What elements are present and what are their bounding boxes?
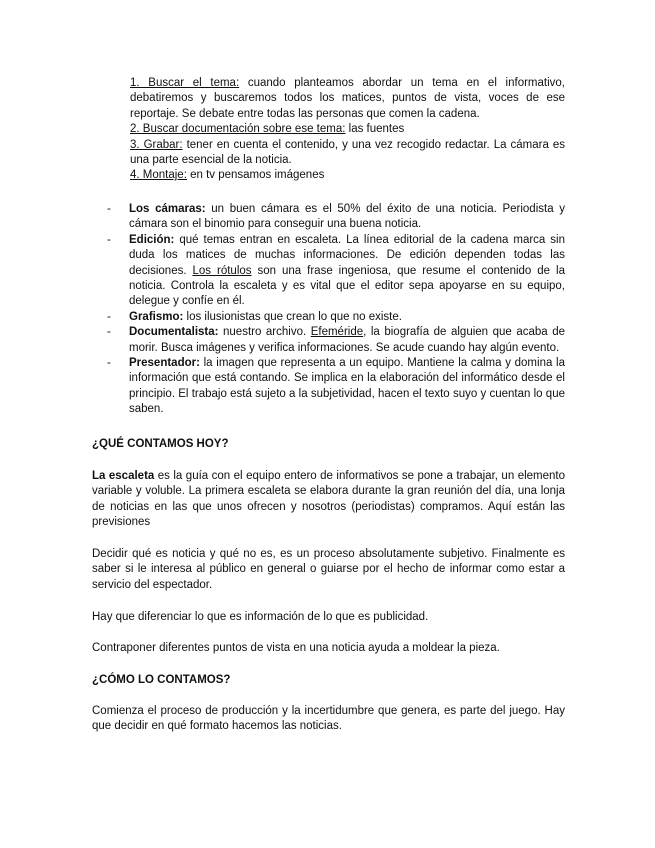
numbered-item-4	[130, 168, 565, 183]
numbered-item-1-label: 1. Buscar el tema:	[130, 77, 240, 89]
roles-list	[107, 202, 565, 418]
list-item	[107, 310, 565, 325]
list-item	[107, 233, 565, 310]
numbered-item-1	[130, 76, 565, 122]
list-item	[107, 325, 565, 356]
numbered-item-4-text: en tv pensamos imágenes	[186, 169, 325, 182]
role-term: Grafismo:	[129, 310, 184, 323]
bullet-dash: -	[107, 203, 111, 215]
numbered-item-2-text: las fuentes	[345, 123, 405, 136]
escaleta-term: La escaleta	[92, 470, 155, 482]
bullet-dash: -	[107, 310, 111, 323]
role-text: qué temas entran en escaleta. La línea editorial de la cadena marca sin duda los matices de muchas informaciones. De edición dependen todas las decisiones.	[129, 233, 565, 277]
section-heading-como-contamos: ¿CÓMO LO CONTAMOS?	[92, 674, 231, 686]
numbered-item-3-text: tener en cuenta el contenido, y una vez recogido redactar. La cámara es una parte esencial de la noticia.	[130, 138, 565, 167]
numbered-item-3-label: 3. Grabar:	[130, 138, 183, 151]
list-item	[107, 356, 565, 418]
role-text-continued: son una frase ingeniosa, que resume el contenido de la noticia. Controla la escaleta y es vital que el editor sepa apoyarse en su equipo, delegue y confíe en él.	[129, 264, 565, 308]
bullet-dash: -	[107, 357, 111, 370]
paragraph-decidir: Decidir qué es noticia y qué no es, es un proceso absolutamente subjetivo. Finalmente es saber si le interesa al público en general o guiarse por el hecho de informar como estar a servicio del espectador.	[92, 548, 565, 591]
numbered-item-3	[130, 138, 565, 169]
list-item	[107, 202, 565, 233]
role-text: un buen cámara es el 50% del éxito de una noticia. Periodista y cámara son el binomio para conseguir una buena noticia.	[129, 203, 566, 231]
role-text: los ilusionistas que crean lo que no existe.	[183, 310, 402, 323]
role-term: Documentalista:	[129, 326, 219, 339]
role-underlined-term: Los rótulos	[192, 264, 252, 277]
numbered-item-2	[130, 122, 565, 137]
bullet-dash: -	[107, 233, 111, 246]
numbered-item-2-label: 2. Buscar documentación sobre ese tema:	[130, 123, 346, 136]
role-term: Edición:	[129, 233, 175, 246]
role-underlined-term: Efeméride	[310, 326, 364, 339]
escaleta-text: es la guía con el equipo entero de informativos se pone a trabajar, un elemento variable y voluble. La primera escaleta se elabora durante la gran reunión del día, una lonja de noticias en las que unos ofrecen y nosotros (periodistas) compramos. Aquí están las previsiones	[92, 470, 565, 529]
paragraph-comienza: Comienza el proceso de producción y la incertidumbre que genera, es parte del juego. Hay que decidir en qué formato hacemos las noticias.	[92, 705, 565, 733]
numbered-list	[130, 76, 565, 184]
role-text: nuestro archivo.	[218, 326, 311, 339]
section-heading-que-contamos: ¿QUÉ CONTAMOS HOY?	[92, 438, 229, 450]
numbered-item-1-text: cuando planteamos abordar un tema en el informativo, debatiremos y buscaremos todos los matices, puntos de vista, voces de ese reportaje. Se debate entre todas las personas que comen la cadena.	[130, 77, 565, 120]
paragraph-diferenciar: Hay que diferenciar lo que es información de lo que es publicidad.	[92, 611, 429, 623]
bullet-dash: -	[107, 326, 111, 339]
role-term: Presentador:	[129, 357, 200, 370]
paragraph-contraponer: Contraponer diferentes puntos de vista en una noticia ayuda a moldear la pieza.	[92, 642, 500, 654]
role-text: la imagen que representa a un equipo. Mantiene la calma y domina la información que está contando. Se implica en la elaboración del informático desde el principio. El trabajo está sujeto a la subjetividad, hacen el texto suyo y cuentan lo que saben.	[129, 357, 565, 416]
role-term: Los cámaras:	[129, 203, 206, 215]
numbered-item-4-label: 4. Montaje:	[130, 169, 187, 182]
role-text-continued: , la biografía de alguien que acaba de morir. Busca imágenes y verifica informaciones. Se acude cuando hay algún evento.	[129, 326, 565, 354]
paragraph-escaleta	[92, 469, 565, 531]
